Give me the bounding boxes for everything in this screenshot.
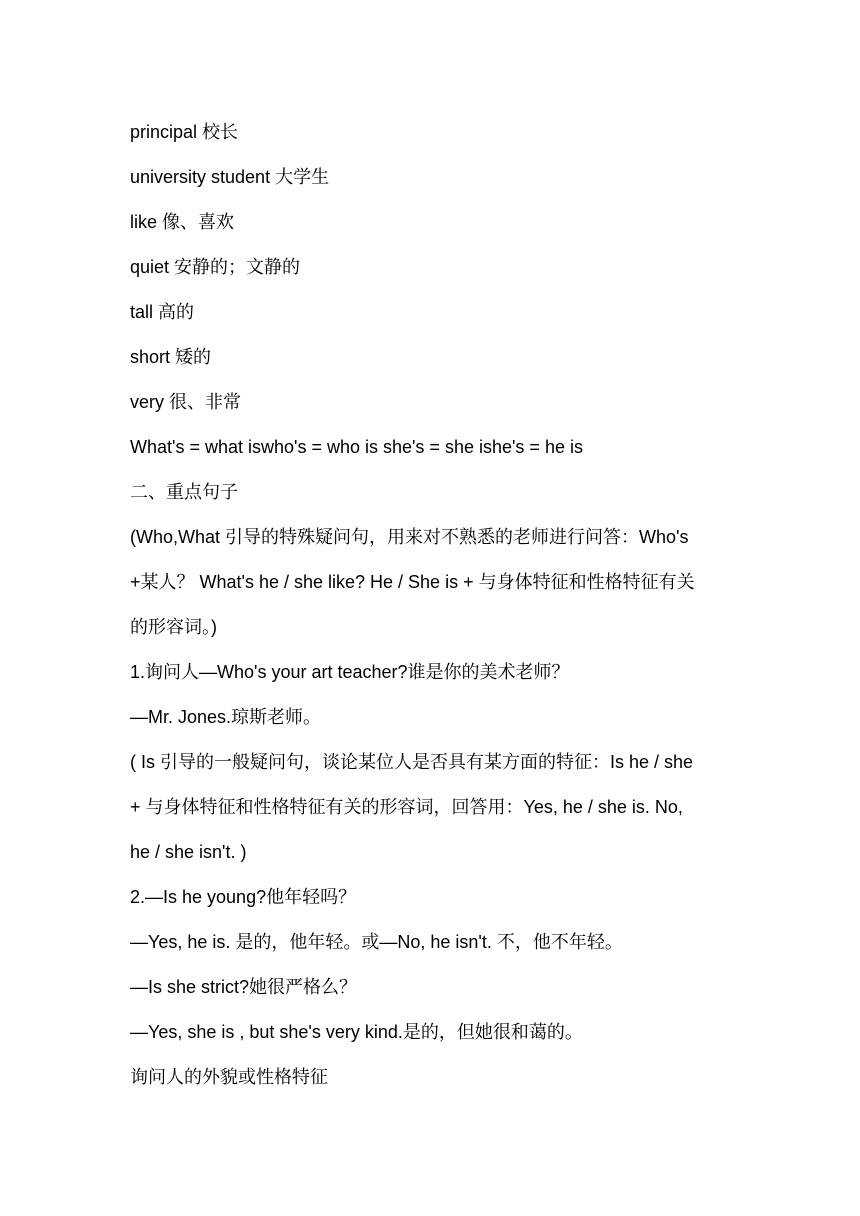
example-1-question: 1.询问人—Who's your art teacher?谁是你的美术老师？ <box>130 662 570 682</box>
vocab-university-student: university student 大学生 <box>130 167 330 187</box>
vocab-like: like 像、喜欢 <box>130 212 235 232</box>
note-wh-questions-line-1: (Who,What 引导的特殊疑问句，用来对不熟悉的老师进行问答：Who's <box>130 527 689 547</box>
vocab-quiet: quiet 安静的；文静的 <box>130 257 301 277</box>
note-yes-no-questions-line-3: he / she isn't. ) <box>130 842 247 862</box>
note-wh-questions-line-2: +某人？ What's he / she like? He / She is + 与身体特征和性格特征有关 <box>130 572 695 592</box>
example-2-question: 2.—Is he young?他年轻吗？ <box>130 887 357 907</box>
vocab-tall: tall 高的 <box>130 302 195 322</box>
example-1-answer: —Mr. Jones.琼斯老师。 <box>130 707 322 727</box>
note-yes-no-questions-line-2: + 与身体特征和性格特征有关的形容词，回答用：Yes, he / she is. No, <box>130 797 683 817</box>
subheading-appearance-personality: 询问人的外貌或性格特征 <box>130 1067 328 1087</box>
note-yes-no-questions-line-1: ( Is 引导的一般疑问句，谈论某位人是否具有某方面的特征：Is he / she <box>130 752 694 772</box>
vocab-very: very 很、非常 <box>130 392 242 412</box>
note-wh-questions-line-3: 的形容词。) <box>130 617 217 637</box>
example-2-answer: —Yes, he is. 是的，他年轻。或—No, he isn't. 不，他不年轻。 <box>130 932 623 952</box>
vocab-principal: principal 校长 <box>130 122 239 142</box>
contractions-line: What's = what iswho's = who is she's = she ishe's = he is <box>130 437 583 457</box>
example-3-answer: —Yes, she is , but she's very kind.是的，但她很和蔼的。 <box>130 1022 583 1042</box>
vocab-short: short 矮的 <box>130 347 212 367</box>
section-heading-key-sentences: 二、重点句子 <box>130 482 238 502</box>
document-body <box>130 110 740 1100</box>
example-3-question: —Is she strict?她很严格么？ <box>130 977 358 997</box>
